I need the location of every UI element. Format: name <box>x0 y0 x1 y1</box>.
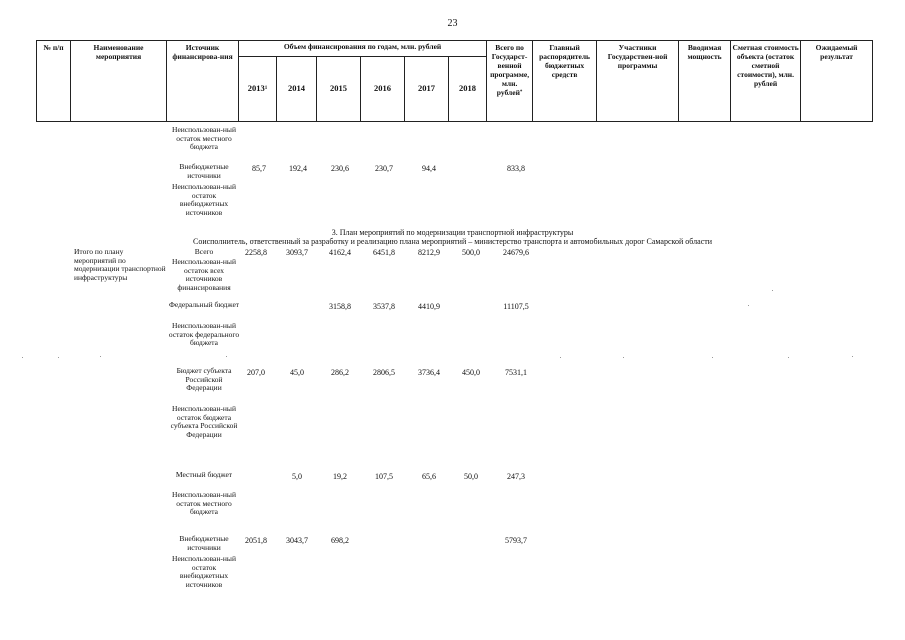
total-cell: 7531,1 <box>505 368 527 377</box>
value-cell: 698,2 <box>331 536 349 545</box>
value-cell: 45,0 <box>290 368 304 377</box>
total-cell: 5793,7 <box>505 536 527 545</box>
header-manager: Главный распорядитель бюджетных средств <box>533 41 597 122</box>
scan-speck <box>748 305 749 306</box>
source-cell: Неиспользован-ный остаток федерального бюджета <box>168 321 240 348</box>
value-cell: 65,6 <box>422 472 436 481</box>
value-cell: 2051,8 <box>245 536 267 545</box>
value-cell: 230,6 <box>331 164 349 173</box>
item-name: Итого по плану мероприятий по модернизации транспортной инфраструктуры <box>74 247 166 282</box>
source-cell: Неиспользован-ный остаток местного бюджета <box>172 125 236 152</box>
value-cell: 3093,7 <box>286 248 308 257</box>
value-cell: 286,2 <box>331 368 349 377</box>
source-cell: Неиспользован-ный остаток внебюджетных источников <box>172 182 236 217</box>
total-cell: 833,8 <box>507 164 525 173</box>
value-cell: 500,0 <box>462 248 480 257</box>
value-cell: 3043,7 <box>286 536 308 545</box>
value-cell: 4162,4 <box>329 248 351 257</box>
header-year: 2014 <box>277 56 317 121</box>
header-cost: Сметная стоимость объекта (остаток сметной стоимости), млн. рублей <box>731 41 801 122</box>
scan-speck <box>58 357 59 358</box>
value-cell: 230,7 <box>375 164 393 173</box>
total-cell: 11107,5 <box>503 302 529 311</box>
value-cell: 2258,8 <box>245 248 267 257</box>
total-cell: 24679,6 <box>503 248 529 257</box>
header-year: 2015 <box>317 56 361 121</box>
value-cell: 207,0 <box>247 368 265 377</box>
source-cell: Неиспользован-ный остаток внебюджетных источников <box>172 554 236 589</box>
scan-speck <box>100 356 101 357</box>
header-year: 2017 <box>405 56 449 121</box>
header-year: 2018 <box>449 56 487 121</box>
section-title: 3. План мероприятий по модернизации транспортной инфраструктуры <box>331 228 574 237</box>
header-result: Ожидаемый результат <box>801 41 873 122</box>
source-cell: Федеральный бюджет <box>168 300 240 309</box>
header-year: 2013$^1$ <box>239 56 277 121</box>
source-cell: Внебюджетные источники <box>179 162 229 180</box>
source-cell: Внебюджетные источники <box>179 534 229 552</box>
value-cell: 4410,9 <box>418 302 440 311</box>
scan-speck <box>22 357 23 358</box>
header-year: 2016 <box>361 56 405 121</box>
value-cell: 107,5 <box>375 472 393 481</box>
value-cell: 50,0 <box>464 472 478 481</box>
table-header <box>36 40 873 122</box>
source-cell: Бюджет субъекта Российской Федерации <box>176 366 232 393</box>
header-participants: Участники Государствен-ной программы <box>597 41 679 122</box>
value-cell: 2806,5 <box>373 368 395 377</box>
value-cell: 3537,8 <box>373 302 395 311</box>
value-cell: 85,7 <box>252 164 266 173</box>
value-cell: 19,2 <box>333 472 347 481</box>
value-cell: 6451,8 <box>373 248 395 257</box>
source-cell: Неиспользован-ный остаток бюджета субъекта Российской Федерации <box>170 404 238 439</box>
value-cell: 5,0 <box>292 472 302 481</box>
value-cell: 450,0 <box>462 368 480 377</box>
value-cell: 8212,9 <box>418 248 440 257</box>
scan-speck <box>712 357 713 358</box>
scan-speck <box>623 357 624 358</box>
source-cell: Всего <box>194 247 214 256</box>
source-cell: Местный бюджет <box>175 470 233 479</box>
header-total: Всего по Государст-венной программе, млн. рублей* <box>487 41 533 122</box>
header-name: Наименование мероприятия <box>71 41 167 122</box>
value-cell: 192,4 <box>289 164 307 173</box>
value-cell: 3736,4 <box>418 368 440 377</box>
value-cell: 94,4 <box>422 164 436 173</box>
scan-speck <box>852 356 853 357</box>
header-volume: Объем финансирования по годам, млн. рублей <box>239 41 487 57</box>
source-cell: Неиспользован-ный остаток местного бюджета <box>172 490 236 517</box>
scan-speck <box>560 357 561 358</box>
source-cell: Неиспользован-ный остаток всех источников финансирования <box>172 257 236 292</box>
header-number: № п/п <box>37 41 71 122</box>
total-cell: 247,3 <box>507 472 525 481</box>
scan-speck <box>772 290 773 291</box>
section-executor: Соисполнитель, ответственный за разработку и реализацию плана мероприятий – министерство транспорта и автомобильных дорог Самарской области <box>192 237 713 246</box>
page-number: 23 <box>447 18 458 29</box>
scan-speck <box>788 357 789 358</box>
header-capacity: Вводимая мощность <box>679 41 731 122</box>
header-source: Источник финансирова-ния <box>167 41 239 122</box>
scan-speck <box>226 356 227 357</box>
value-cell: 3158,8 <box>329 302 351 311</box>
